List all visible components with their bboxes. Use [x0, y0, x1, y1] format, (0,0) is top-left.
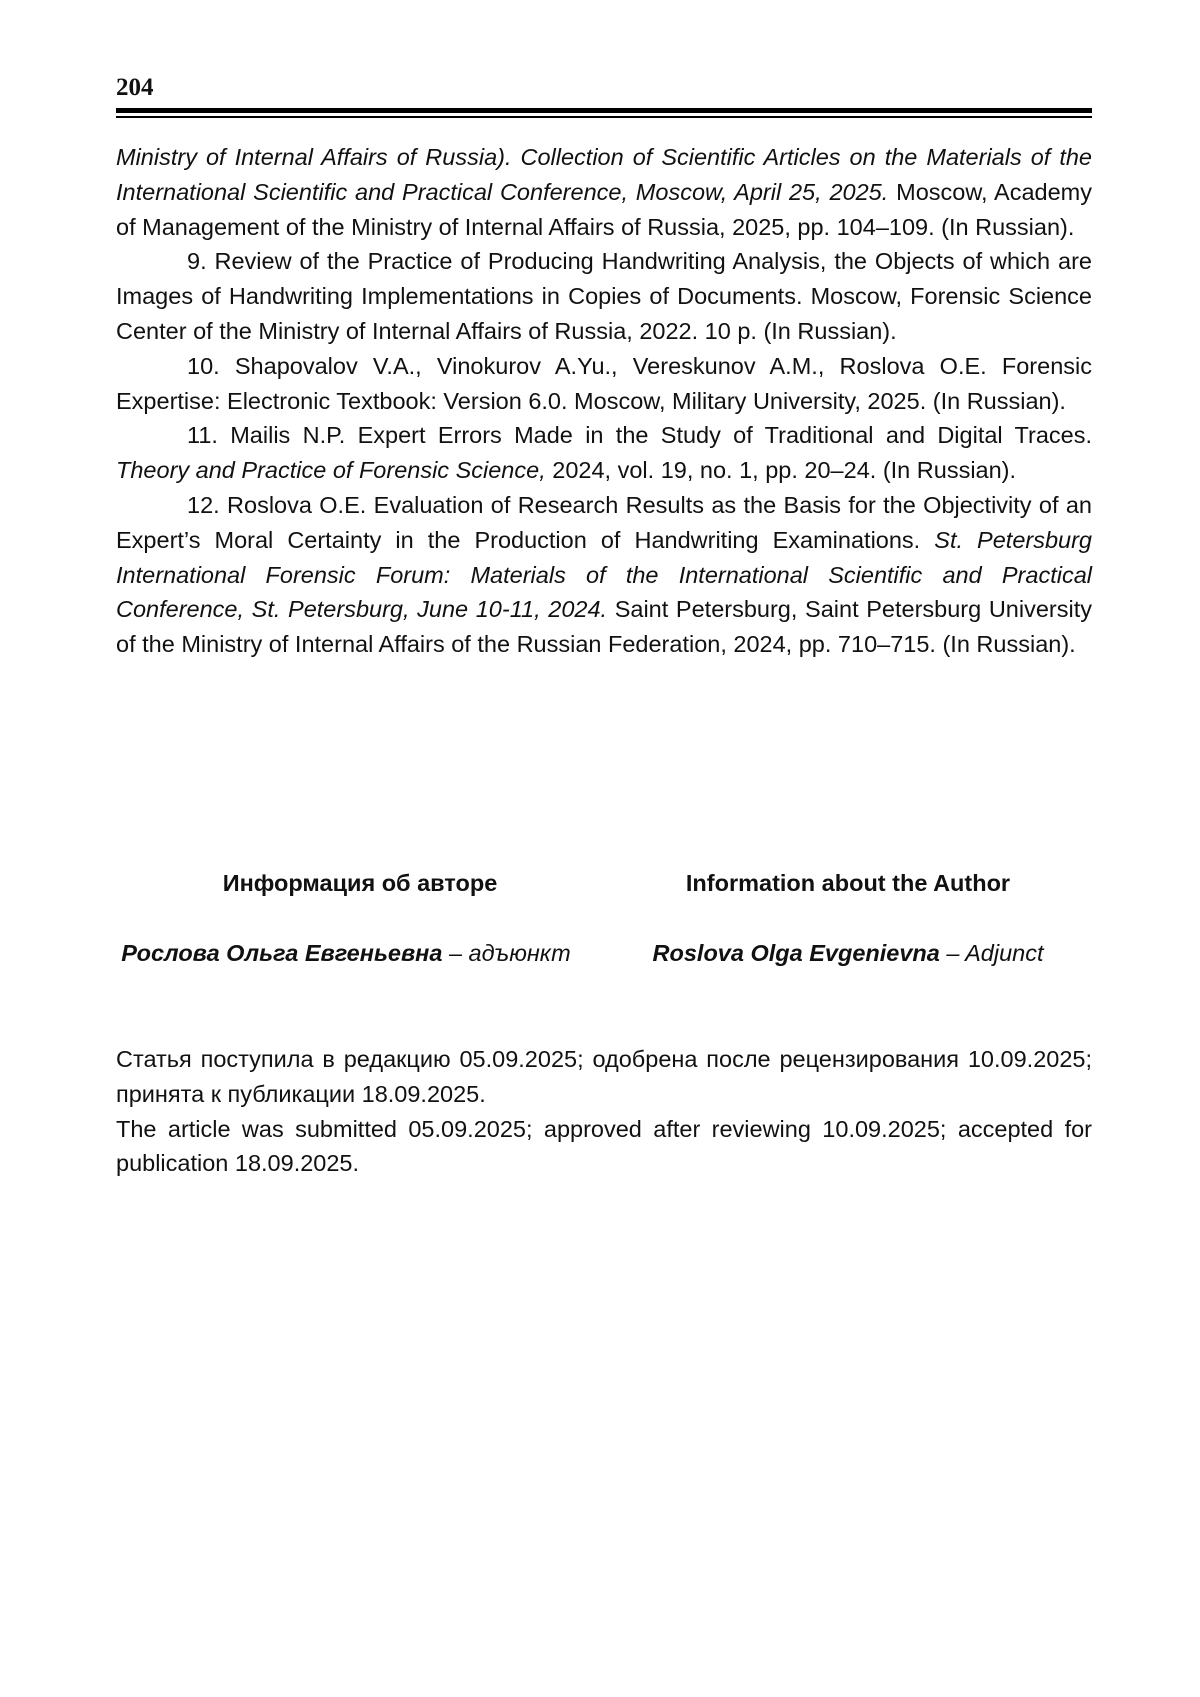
reference-11-journal: Theory and Practice of Forensic Science,	[116, 457, 546, 484]
author-line-ru	[116, 938, 604, 968]
reference-continuation-italic: Ministry of Internal Affairs of Russia). Collection of Scientific Articles on the Materials of the International Scientific and Practical Conference, Moscow, April 25, 2025.	[116, 144, 1092, 205]
author-name-en: Roslova Olga Evgenievna	[652, 940, 940, 966]
reference-11	[116, 418, 1092, 488]
header-rule-thick	[116, 108, 1092, 113]
article-dates-en: The article was submitted 05.09.2025; approved after reviewing 10.09.2025; accepted for publication 18.09.2025.	[116, 1115, 1092, 1177]
reference-11-lead: 11. Mailis N.P. Expert Errors Made in the Study of Traditional and Digital Traces.	[187, 422, 1092, 449]
author-role-ru: – адъюнкт	[442, 940, 571, 966]
author-heading-ru: Информация об авторе	[222, 870, 498, 896]
author-line-en	[604, 938, 1092, 968]
reference-12-lead: 12. Roslova O.E. Evaluation of Research Results as the Basis for the Objectivity of an Expert’s Moral Certainty in the Production of Handwriting Examinations.	[116, 491, 1092, 553]
reference-12-tail: Saint Petersburg, Saint Petersburg University of the Ministry of Internal Affairs of the Russian Federation, 2024, pp. 710–715. (In Russian).	[116, 596, 1092, 658]
reference-9: 9. Review of the Practice of Producing Handwriting Analysis, the Objects of which are Images of Handwriting Implementations in Copies of Documents. Moscow, Forensic Science Center of the Ministry of Internal Affairs of Russia, 2022. 10 p. (In Russian).	[116, 248, 1092, 344]
author-heading-en: Information about the Author	[685, 870, 1011, 896]
reference-continuation	[116, 140, 1092, 244]
article-dates-ru: Статья поступила в редакцию 05.09.2025; одобрена после рецензирования 10.09.2025; принята к публикации 18.09.2025.	[116, 1046, 1092, 1107]
reference-12-source: St. Petersburg International Forensic Forum: Materials of the International Scientific and Practical Conference, St. Petersburg, June 10-11, 2024.	[116, 526, 1092, 623]
page-number: 204	[116, 74, 154, 101]
reference-10: 10. Shapovalov V.A., Vinokurov A.Yu., Vereskunov A.M., Roslova O.E. Forensic Expertise: Electronic Textbook: Version 6.0. Moscow, Military University, 2025. (In Russian).	[116, 352, 1092, 414]
author-role-en: – Adjunct	[939, 940, 1044, 966]
reference-12	[116, 488, 1092, 662]
header-rule-thin	[116, 116, 1092, 118]
reference-continuation-plain: Moscow, Academy of Management of the Ministry of Internal Affairs of Russia, 2025, pp. 104–109. (In Russian).	[116, 178, 1093, 240]
reference-list	[116, 140, 1092, 662]
author-info-english	[604, 868, 1092, 968]
author-name-ru: Рослова Ольга Евгеньевна	[121, 940, 443, 966]
author-info-russian	[116, 868, 604, 968]
reference-11-tail: 2024, vol. 19, no. 1, pp. 20–24. (In Russian).	[545, 457, 1017, 484]
article-dates	[116, 1042, 1092, 1181]
